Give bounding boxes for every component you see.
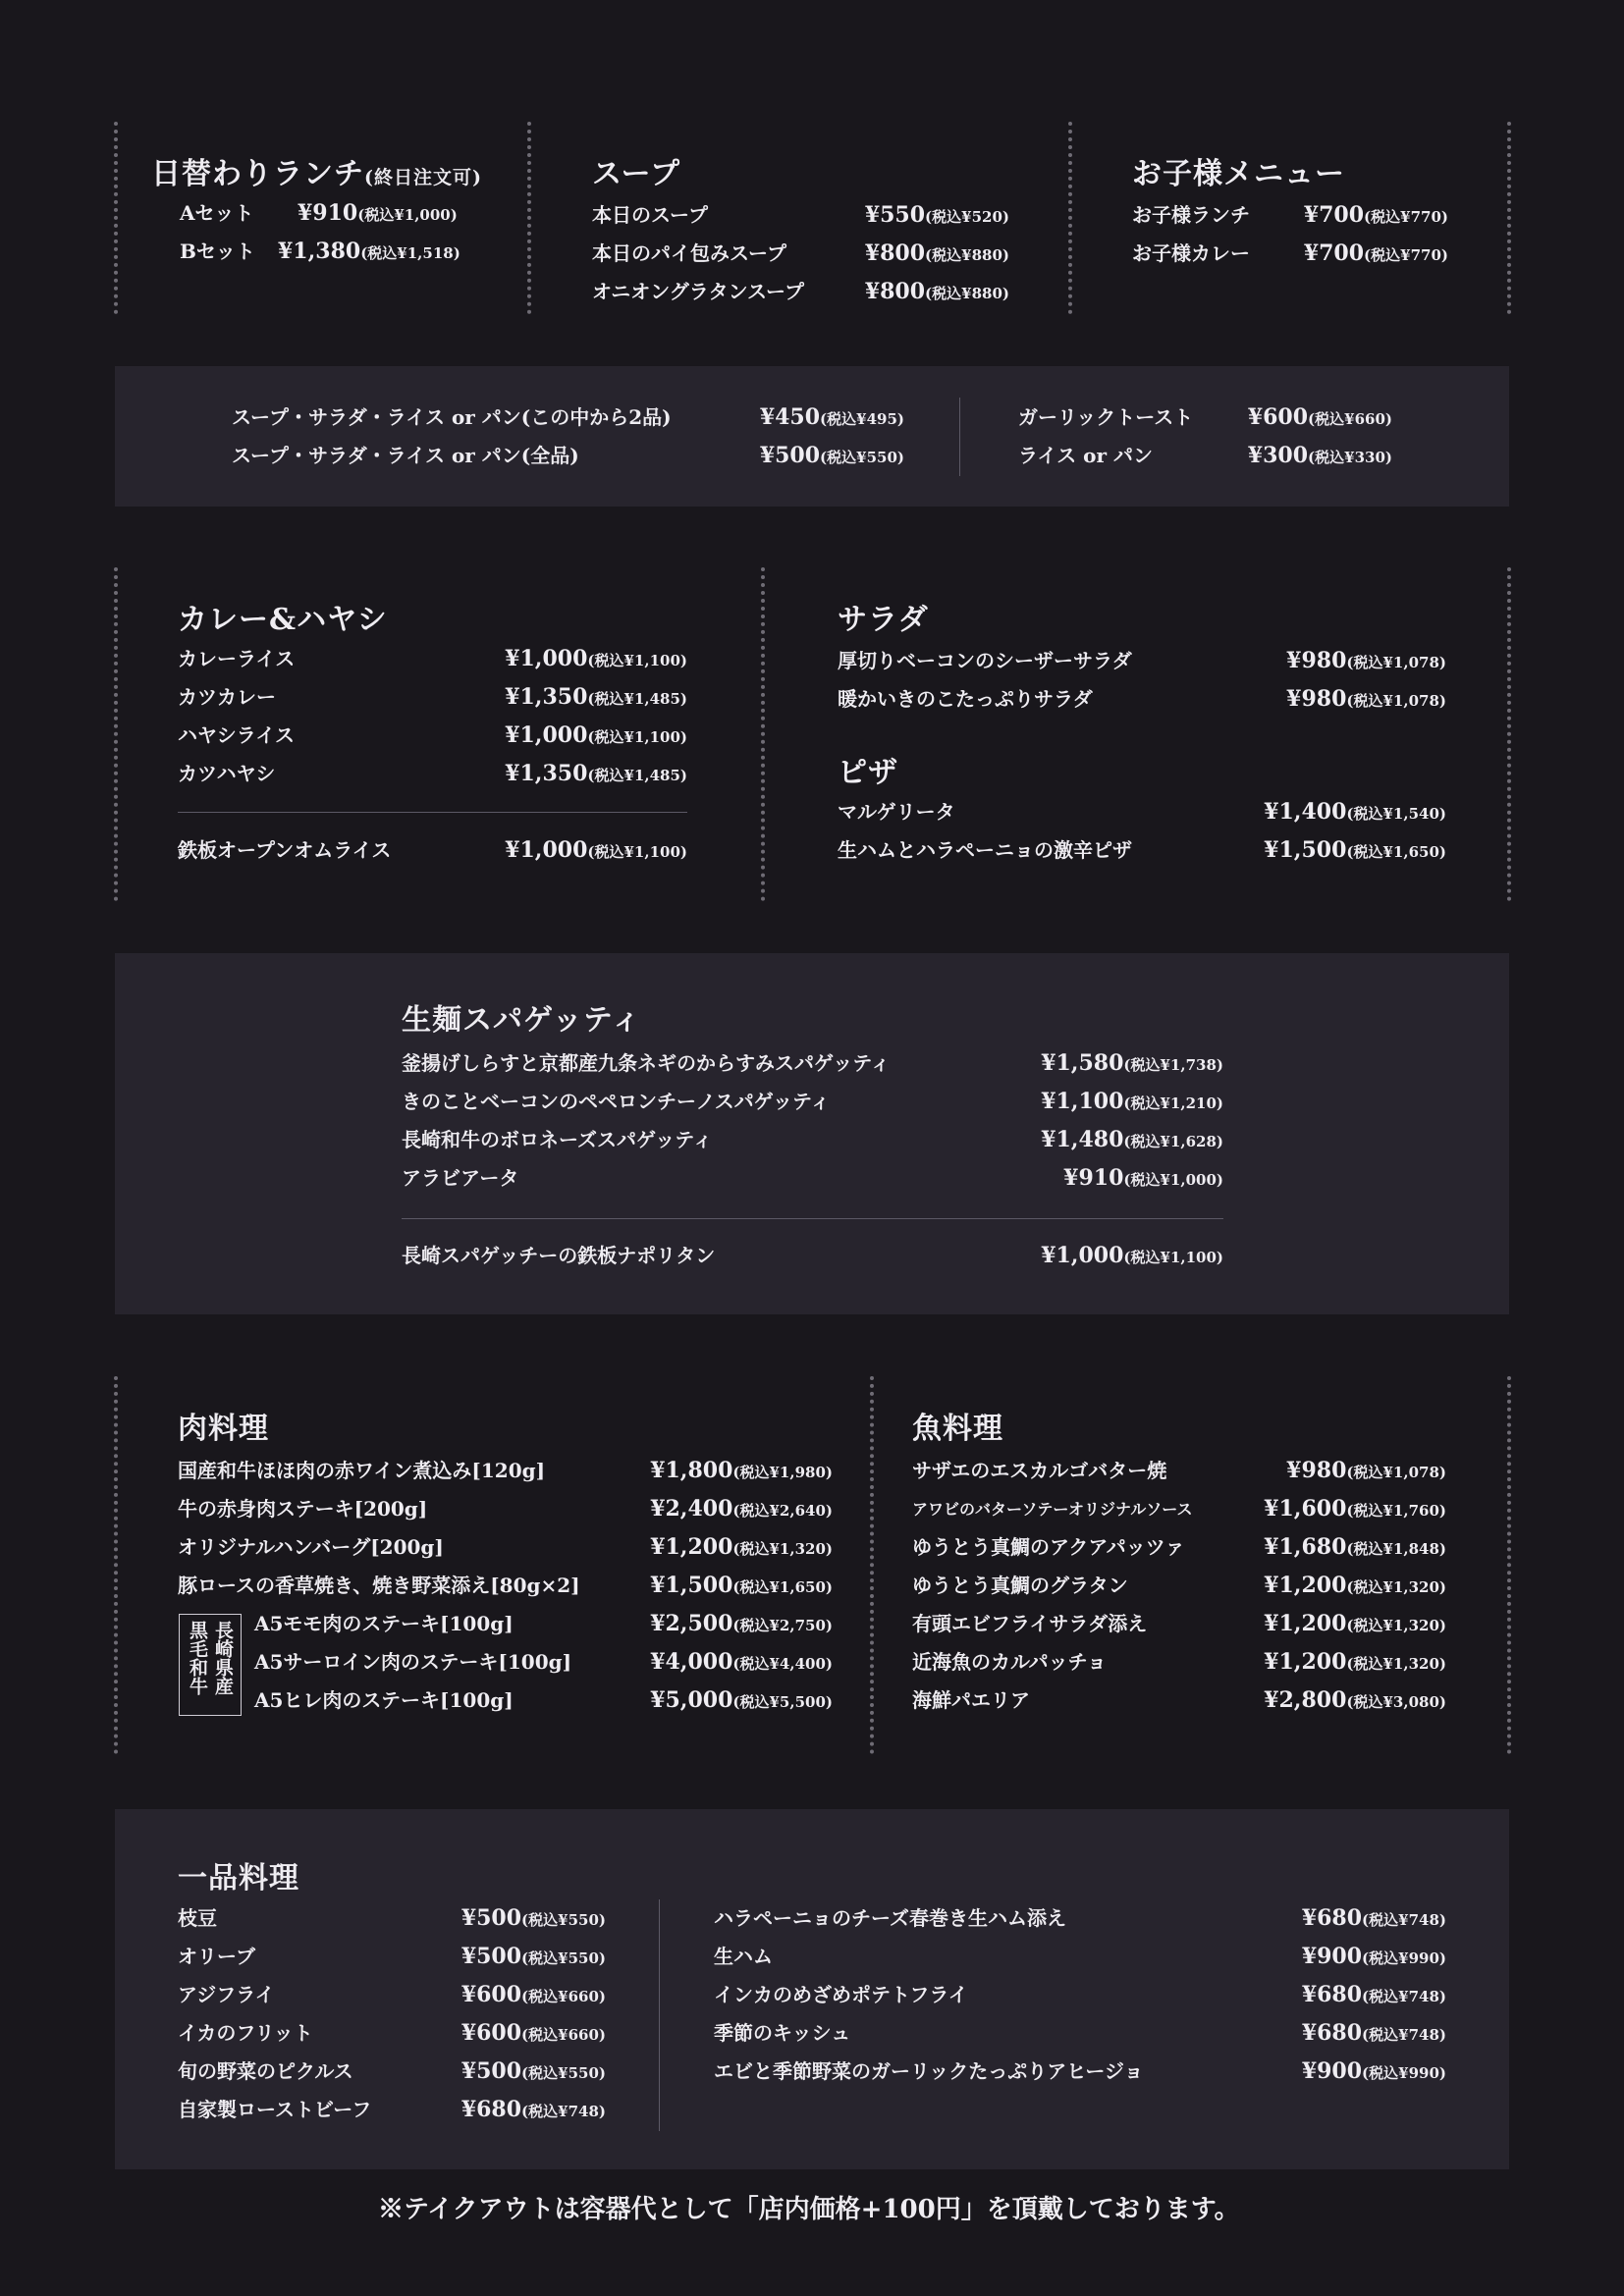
menu-item [592, 273, 1009, 311]
item-name: オニオングラタンスープ [592, 280, 804, 303]
item-price [650, 1643, 833, 1683]
dotted-divider [1507, 122, 1511, 314]
menu-item [592, 196, 1009, 235]
menu-item [912, 1605, 1446, 1643]
item-price [650, 1567, 833, 1607]
price-value: ¥700 [1303, 202, 1365, 228]
item-price [505, 717, 687, 757]
price-tax-included: (税込¥1,100) [587, 728, 687, 746]
item-name: オリジナルハンバーグ[200g] [178, 1535, 444, 1559]
price-value: ¥1,480 [1041, 1127, 1124, 1152]
beef-origin-label [179, 1614, 242, 1716]
item-price [1286, 1452, 1446, 1492]
item-price [1041, 1044, 1223, 1085]
item-name: A5ヒレ肉のステーキ[100g] [254, 1688, 514, 1712]
menu-item [180, 233, 471, 271]
item-price [1304, 196, 1448, 237]
menu-item [402, 1237, 1223, 1275]
item-price [505, 755, 687, 795]
item-name: 生ハム [714, 1945, 773, 1968]
item-name: 有頭エビフライサラダ添え [912, 1612, 1148, 1635]
item-name: ライス or パン [1018, 444, 1154, 467]
section-rule [402, 1218, 1223, 1219]
price-tax-included: (税込¥1,540) [1346, 805, 1446, 823]
dotted-divider [1068, 122, 1072, 314]
dotted-divider [114, 567, 118, 901]
fish-title: 魚料理 [912, 1412, 1003, 1446]
menu-item [714, 1938, 1446, 1976]
menu-item [232, 399, 904, 437]
price-tax-included: (税込¥1,320) [1346, 1578, 1446, 1596]
item-name: Aセット [180, 201, 254, 225]
price-value: ¥1,380 [278, 239, 361, 264]
price-value: ¥700 [1303, 240, 1365, 266]
price-tax-included: (税込¥880) [925, 246, 1009, 264]
price-tax-included: (税込¥770) [1364, 246, 1448, 264]
price-value: ¥2,400 [650, 1496, 733, 1522]
price-value: ¥980 [1286, 1458, 1347, 1483]
item-name: 旬の野菜のピクルス [178, 2059, 353, 2083]
price-tax-included: (税込¥1,650) [1346, 843, 1446, 861]
price-tax-included: (税込¥550) [521, 1949, 606, 1967]
menu-item [912, 1490, 1446, 1528]
item-price [298, 194, 458, 235]
lunch-title: 日替わりランチ(終日注文可) [151, 157, 482, 191]
item-price [1264, 831, 1446, 872]
menu-item [178, 640, 687, 678]
item-name: 釜揚げしらすと京都産九条ネギのからすみスパゲッティ [402, 1051, 891, 1075]
item-name: 自家製ローストビーフ [178, 2098, 372, 2121]
item-name: 枝豆 [178, 1906, 217, 1930]
price-tax-included: (税込¥1,100) [587, 843, 687, 861]
item-name: 季節のキッシュ [714, 2021, 851, 2045]
item-name: インカのめざめポテトフライ [714, 1983, 968, 2006]
menu-item [714, 1899, 1446, 1938]
price-value: ¥4,000 [650, 1649, 733, 1675]
price-value: ¥680 [1301, 1905, 1363, 1931]
item-price [1264, 1490, 1446, 1530]
price-tax-included: (税込¥660) [521, 2026, 606, 2044]
price-tax-included: (税込¥1,000) [357, 206, 458, 224]
price-tax-included: (税込¥1,078) [1346, 692, 1446, 710]
menu-item [180, 194, 471, 233]
item-name: 生ハムとハラペーニョの激辛ピザ [838, 838, 1132, 862]
soup-title: スープ [592, 157, 680, 191]
price-tax-included: (税込¥1,320) [732, 1540, 833, 1558]
menu-item [838, 831, 1446, 870]
item-price [1264, 1682, 1446, 1722]
item-price [461, 2053, 606, 2093]
price-value: ¥800 [864, 240, 926, 266]
menu-item [592, 235, 1009, 273]
price-value: ¥900 [1301, 1944, 1363, 1969]
price-tax-included: (税込¥1,485) [587, 690, 687, 708]
item-name: 海鮮パエリア [912, 1688, 1030, 1712]
menu-item [178, 831, 687, 870]
price-value: ¥450 [759, 404, 821, 430]
price-value: ¥600 [460, 2020, 522, 2046]
price-value: ¥1,000 [505, 837, 588, 863]
price-tax-included: (税込¥1,000) [1123, 1171, 1223, 1189]
menu-item [912, 1452, 1446, 1490]
menu-item [254, 1643, 833, 1682]
menu-item [1018, 399, 1392, 437]
price-value: ¥1,100 [1041, 1089, 1124, 1114]
price-tax-included: (税込¥748) [1362, 1988, 1446, 2005]
price-value: ¥1,350 [505, 684, 588, 710]
item-name: 牛の赤身肉ステーキ[200g] [178, 1497, 428, 1521]
price-tax-included: (税込¥1,628) [1123, 1133, 1223, 1150]
price-tax-included: (税込¥4,400) [732, 1655, 833, 1673]
menu-item [912, 1567, 1446, 1605]
item-price [1063, 1159, 1223, 1200]
menu-item [178, 2091, 606, 2129]
dotted-divider [870, 1376, 874, 1754]
menu-item [178, 1899, 606, 1938]
menu-item [714, 1976, 1446, 2014]
price-value: ¥800 [864, 279, 926, 304]
price-value: ¥910 [298, 200, 358, 226]
pasta-title: 生麺スパゲッティ [402, 1003, 642, 1038]
item-name: カレーライス [178, 647, 296, 670]
price-value: ¥1,350 [505, 761, 588, 786]
item-name: きのことベーコンのペペロンチーノスパゲッティ [402, 1090, 831, 1113]
item-name: 鉄板オープンオムライス [178, 838, 392, 862]
menu-item [402, 1121, 1223, 1159]
item-name: ハヤシライス [178, 723, 295, 747]
price-value: ¥1,200 [1264, 1611, 1347, 1636]
dotted-divider [114, 122, 118, 314]
price-tax-included: (税込¥1,100) [1123, 1249, 1223, 1266]
item-price [650, 1452, 833, 1492]
menu-item [1132, 235, 1448, 273]
menu-item [838, 680, 1446, 719]
menu-item [254, 1605, 833, 1643]
price-tax-included: (税込¥1,848) [1346, 1540, 1446, 1558]
item-price [865, 196, 1009, 237]
item-price [650, 1528, 833, 1569]
price-value: ¥680 [1301, 1982, 1363, 2007]
price-value: ¥500 [759, 443, 821, 468]
price-tax-included: (税込¥1,980) [732, 1464, 833, 1481]
menu-item [254, 1682, 833, 1720]
price-tax-included: (税込¥330) [1308, 449, 1392, 466]
price-tax-included: (税込¥1,738) [1123, 1056, 1223, 1074]
section-rule [178, 812, 687, 813]
item-name: アジフライ [178, 1983, 275, 2006]
item-name: 本日のスープ [592, 203, 708, 227]
item-price [1041, 1083, 1223, 1123]
price-tax-included: (税込¥550) [521, 2064, 606, 2082]
price-value: ¥1,600 [1264, 1496, 1347, 1522]
item-price [278, 233, 460, 273]
menu-item [178, 2014, 606, 2053]
menu-item [912, 1682, 1446, 1720]
dotted-divider [114, 1376, 118, 1754]
price-tax-included: (税込¥1,518) [360, 244, 460, 262]
item-price [1302, 1938, 1446, 1978]
price-value: ¥500 [460, 1944, 522, 1969]
item-name: 国産和牛ほほ肉の赤ワイン煮込み[120g] [178, 1459, 546, 1482]
price-value: ¥1,200 [1264, 1649, 1347, 1675]
meat-title: 肉料理 [178, 1412, 269, 1446]
menu-item [178, 1452, 833, 1490]
item-name: 豚ロースの香草焼き、焼き野菜添え[80g×2] [178, 1574, 580, 1597]
item-name: オリーブ [178, 1945, 255, 1968]
price-value: ¥500 [460, 1905, 522, 1931]
dotted-divider [527, 122, 531, 314]
item-price [461, 1899, 606, 1940]
price-tax-included: (税込¥1,100) [587, 652, 687, 669]
dotted-divider [761, 567, 765, 901]
item-price [1248, 399, 1392, 439]
item-name: スープ・サラダ・ライス or パン(全品) [232, 444, 579, 467]
item-name: カツハヤシ [178, 762, 276, 785]
item-price [865, 273, 1009, 313]
beef-origin-text: 長崎県産 [212, 1621, 234, 1695]
item-price [1286, 642, 1446, 682]
price-tax-included: (税込¥550) [820, 449, 904, 466]
price-tax-included: (税込¥990) [1362, 2064, 1446, 2082]
item-name: カツカレー [178, 685, 276, 709]
price-value: ¥1,200 [1264, 1573, 1347, 1598]
item-name: ハラペーニョのチーズ春巻き生ハム添え [714, 1906, 1066, 1930]
price-value: ¥1,500 [650, 1573, 733, 1598]
price-value: ¥500 [460, 2058, 522, 2084]
item-name: Bセット [180, 240, 255, 263]
price-tax-included: (税込¥990) [1362, 1949, 1446, 1967]
item-name: 厚切りベーコンのシーザーサラダ [838, 649, 1132, 672]
menu-item [402, 1159, 1223, 1198]
salad-title: サラダ [838, 603, 929, 637]
item-name: アワビのバターソテーオリジナルソース [912, 1500, 1193, 1519]
item-price [1304, 235, 1448, 275]
menu-item [178, 1528, 833, 1567]
price-tax-included: (税込¥495) [820, 410, 904, 428]
price-tax-included: (税込¥5,500) [732, 1693, 833, 1711]
price-value: ¥980 [1286, 686, 1347, 712]
menu-item [402, 1083, 1223, 1121]
menu-item [178, 1490, 833, 1528]
item-price [1041, 1237, 1223, 1277]
price-value: ¥550 [864, 202, 926, 228]
item-price [760, 437, 904, 477]
item-name: お子様ランチ [1132, 203, 1250, 227]
item-name: イカのフリット [178, 2021, 313, 2045]
menu-item [714, 2014, 1446, 2053]
price-tax-included: (税込¥748) [1362, 2026, 1446, 2044]
price-value: ¥1,200 [650, 1534, 733, 1560]
item-price [865, 235, 1009, 275]
price-tax-included: (税込¥748) [521, 2103, 606, 2120]
price-value: ¥2,800 [1264, 1687, 1347, 1713]
pizza-title: ピザ [838, 756, 898, 790]
panel-divider [959, 398, 960, 476]
price-tax-included: (税込¥880) [925, 285, 1009, 302]
item-price [461, 2014, 606, 2055]
dotted-divider [1507, 1376, 1511, 1754]
price-value: ¥680 [460, 2097, 522, 2122]
panel-divider [659, 1899, 660, 2131]
item-price [1302, 1976, 1446, 2016]
price-value: ¥1,800 [650, 1458, 733, 1483]
item-name: サザエのエスカルゴバター焼 [912, 1459, 1167, 1482]
item-name: マルゲリータ [838, 800, 955, 824]
item-price [1302, 2053, 1446, 2093]
item-name: アラビアータ [402, 1166, 519, 1190]
item-price [1248, 437, 1392, 477]
item-price [1264, 793, 1446, 833]
price-tax-included: (税込¥660) [521, 1988, 606, 2005]
item-price [760, 399, 904, 439]
item-price [1302, 2014, 1446, 2055]
takeout-note: ※テイクアウトは容器代として「店内価格+100円」を頂戴しております。 [378, 2195, 1240, 2224]
price-value: ¥980 [1286, 648, 1347, 673]
menu-item [912, 1643, 1446, 1682]
menu-item [838, 793, 1446, 831]
menu-item [912, 1528, 1446, 1567]
price-value: ¥680 [1301, 2020, 1363, 2046]
ala-carte-title: 一品料理 [178, 1861, 299, 1896]
price-tax-included: (税込¥550) [521, 1911, 606, 1929]
item-price [650, 1490, 833, 1530]
menu-item [402, 1044, 1223, 1083]
kids-menu-title: お子様メニュー [1132, 157, 1345, 191]
price-value: ¥300 [1247, 443, 1309, 468]
menu-item [178, 1938, 606, 1976]
item-name: ゆうとう真鯛のアクアパッツァ [912, 1535, 1185, 1559]
price-value: ¥900 [1301, 2058, 1363, 2084]
price-value: ¥1,400 [1264, 799, 1347, 825]
price-tax-included: (税込¥748) [1362, 1911, 1446, 1929]
price-tax-included: (税込¥1,485) [587, 767, 687, 784]
curry-title: カレー&ハヤシ [178, 603, 388, 637]
menu-item [178, 1567, 833, 1605]
item-price [1264, 1643, 1446, 1683]
menu-item [178, 1976, 606, 2014]
menu-item [178, 755, 687, 793]
item-name: A5サーロイン肉のステーキ[100g] [254, 1650, 572, 1674]
item-name: 近海魚のカルパッチョ [912, 1650, 1107, 1674]
menu-item [178, 717, 687, 755]
item-price [461, 1976, 606, 2016]
menu-item [178, 2053, 606, 2091]
item-price [505, 831, 687, 872]
item-price [461, 2091, 606, 2131]
price-tax-included: (税込¥1,650) [732, 1578, 833, 1596]
price-value: ¥1,000 [505, 646, 588, 671]
price-value: ¥5,000 [650, 1687, 733, 1713]
price-tax-included: (税込¥1,210) [1123, 1095, 1223, 1112]
price-tax-included: (税込¥1,320) [1346, 1617, 1446, 1634]
price-tax-included: (税込¥1,078) [1346, 654, 1446, 671]
price-value: ¥1,500 [1264, 837, 1347, 863]
price-tax-included: (税込¥1,320) [1346, 1655, 1446, 1673]
item-name: ゆうとう真鯛のグラタン [912, 1574, 1128, 1597]
price-tax-included: (税込¥1,078) [1346, 1464, 1446, 1481]
item-price [1264, 1605, 1446, 1645]
price-value: ¥2,500 [650, 1611, 733, 1636]
price-value: ¥600 [460, 1982, 522, 2007]
item-price [505, 678, 687, 719]
item-price [1264, 1528, 1446, 1569]
item-price [650, 1605, 833, 1645]
item-name: お子様カレー [1132, 241, 1250, 265]
item-price [1302, 1899, 1446, 1940]
item-name: ガーリックトースト [1018, 405, 1194, 429]
menu-item [1132, 196, 1448, 235]
item-name: エビと季節野菜のガーリックたっぷりアヒージョ [714, 2059, 1144, 2083]
price-value: ¥1,580 [1041, 1050, 1124, 1076]
item-price [650, 1682, 833, 1722]
item-price [461, 1938, 606, 1978]
price-tax-included: (税込¥660) [1308, 410, 1392, 428]
price-tax-included: (税込¥520) [925, 208, 1009, 226]
price-tax-included: (税込¥2,640) [732, 1502, 833, 1520]
menu-item [232, 437, 904, 475]
item-name: 長崎スパゲッチーの鉄板ナポリタン [402, 1244, 716, 1267]
price-value: ¥910 [1063, 1165, 1124, 1191]
price-tax-included: (税込¥3,080) [1346, 1693, 1446, 1711]
item-price [1286, 680, 1446, 721]
price-value: ¥1,680 [1264, 1534, 1347, 1560]
price-tax-included: (税込¥770) [1364, 208, 1448, 226]
menu-item [178, 678, 687, 717]
item-price [1264, 1567, 1446, 1607]
item-name: 暖かいきのこたっぷりサラダ [838, 687, 1093, 711]
item-price [1041, 1121, 1223, 1161]
beef-breed-text: 黒毛和牛 [187, 1621, 208, 1695]
price-value: ¥600 [1247, 404, 1309, 430]
menu-item [714, 2053, 1446, 2091]
item-name: A5モモ肉のステーキ[100g] [254, 1612, 514, 1635]
menu-item [838, 642, 1446, 680]
price-tax-included: (税込¥2,750) [732, 1617, 833, 1634]
price-value: ¥1,000 [1041, 1243, 1124, 1268]
item-price [505, 640, 687, 680]
price-tax-included: (税込¥1,760) [1346, 1502, 1446, 1520]
price-value: ¥1,000 [505, 722, 588, 748]
item-name: スープ・サラダ・ライス or パン(この中から2品) [232, 405, 672, 429]
menu-item [1018, 437, 1392, 475]
item-name: 長崎和牛のボロネーズスパゲッティ [402, 1128, 713, 1151]
dotted-divider [1507, 567, 1511, 901]
item-name: 本日のパイ包みスープ [592, 241, 786, 265]
